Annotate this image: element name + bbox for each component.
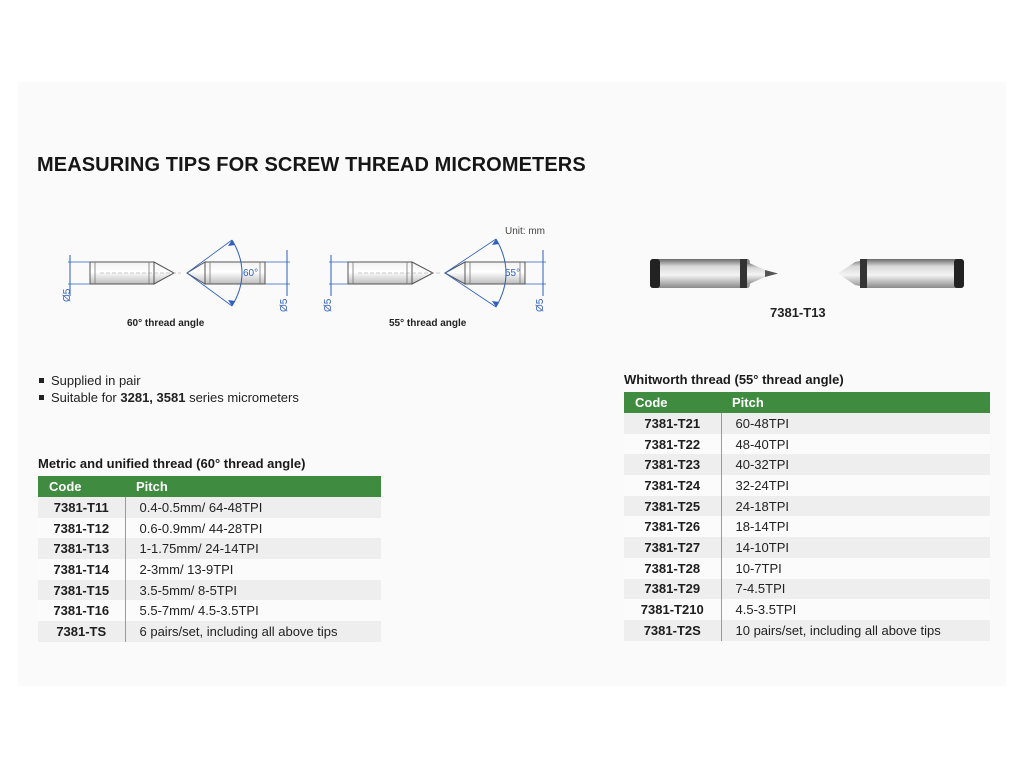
column-header-code: Code [624, 392, 721, 413]
dia-label-60-right: Ø5 [279, 298, 290, 312]
code-cell: 7381-T15 [38, 580, 125, 601]
caption-55: 55° thread angle [389, 318, 467, 329]
angle-label-55: 55° [505, 268, 521, 279]
code-cell: 7381-T210 [624, 599, 721, 620]
tip-pair-photo [650, 259, 964, 288]
metric-table [38, 476, 381, 642]
code-cell: 7381-T21 [624, 413, 721, 434]
whitworth-table-caption: Whitworth thread (55° thread angle) [624, 372, 844, 387]
table-row [624, 558, 990, 579]
pitch-cell: 0.6-0.9mm/ 44-28TPI [125, 518, 381, 539]
pitch-cell: 60-48TPI [721, 413, 990, 434]
pitch-cell: 18-14TPI [721, 516, 990, 537]
table-row [38, 580, 381, 601]
code-cell: 7381-T22 [624, 434, 721, 455]
pitch-cell: 7-4.5TPI [721, 579, 990, 600]
metric-table-caption: Metric and unified thread (60° thread angle) [38, 456, 306, 471]
pitch-cell: 48-40TPI [721, 434, 990, 455]
pitch-cell: 40-32TPI [721, 454, 990, 475]
table-header-row [624, 392, 990, 413]
dia-label-60-left: Ø5 [62, 288, 73, 302]
column-header-pitch: Pitch [721, 392, 990, 413]
pitch-cell: 0.4-0.5mm/ 64-48TPI [125, 497, 381, 518]
table-row [38, 497, 381, 518]
pitch-cell: 32-24TPI [721, 475, 990, 496]
tip-55-vee-drawing [445, 239, 546, 307]
code-cell: 7381-T29 [624, 579, 721, 600]
angle-label-60: 60° [243, 268, 259, 279]
pitch-cell: 6 pairs/set, including all above tips [125, 621, 381, 642]
table-row [624, 620, 990, 641]
whitworth-table [624, 392, 990, 641]
pitch-cell: 5.5-7mm/ 4.5-3.5TPI [125, 600, 381, 621]
code-cell: 7381-T27 [624, 537, 721, 558]
dia-label-55-right: Ø5 [535, 298, 546, 312]
caption-60: 60° thread angle [127, 318, 205, 329]
table-row [624, 496, 990, 517]
pitch-cell: 3.5-5mm/ 8-5TPI [125, 580, 381, 601]
code-cell: 7381-T13 [38, 538, 125, 559]
pitch-cell: 10 pairs/set, including all above tips [721, 620, 990, 641]
pitch-cell: 10-7TPI [721, 558, 990, 579]
tip-55-cone-drawing [329, 255, 440, 296]
pitch-cell: 1-1.75mm/ 24-14TPI [125, 538, 381, 559]
pitch-cell: 2-3mm/ 13-9TPI [125, 559, 381, 580]
code-cell: 7381-T25 [624, 496, 721, 517]
tip-60-vee-drawing [187, 240, 290, 306]
table-row [38, 538, 381, 559]
page-title: MEASURING TIPS FOR SCREW THREAD MICROMETERS [37, 154, 586, 176]
note-suitable: Suitable for 3281, 3581 series micrometers [38, 389, 299, 406]
table-row [38, 600, 381, 621]
code-cell: 7381-TS [38, 621, 125, 642]
notes-list [38, 372, 299, 406]
table-row [38, 621, 381, 642]
code-cell: 7381-T2S [624, 620, 721, 641]
code-cell: 7381-T16 [38, 600, 125, 621]
code-cell: 7381-T26 [624, 516, 721, 537]
pitch-cell: 14-10TPI [721, 537, 990, 558]
table-row [624, 579, 990, 600]
table-header-row [38, 476, 381, 497]
table-row [624, 599, 990, 620]
table-row [624, 516, 990, 537]
pitch-cell: 24-18TPI [721, 496, 990, 517]
table-row [38, 518, 381, 539]
dia-label-55-left: Ø5 [323, 298, 334, 312]
column-header-code: Code [38, 476, 125, 497]
code-cell: 7381-T12 [38, 518, 125, 539]
code-cell: 7381-T14 [38, 559, 125, 580]
tip-60-cone-drawing [68, 255, 181, 296]
table-row [624, 413, 990, 434]
code-cell: 7381-T24 [624, 475, 721, 496]
code-cell: 7381-T23 [624, 454, 721, 475]
table-row [624, 454, 990, 475]
code-cell: 7381-T28 [624, 558, 721, 579]
note-supplied: Supplied in pair [38, 372, 299, 389]
table-row [624, 475, 990, 496]
code-cell: 7381-T11 [38, 497, 125, 518]
table-row [38, 559, 381, 580]
column-header-pitch: Pitch [125, 476, 381, 497]
photo-caption: 7381-T13 [770, 305, 826, 320]
pitch-cell: 4.5-3.5TPI [721, 599, 990, 620]
unit-label: Unit: mm [505, 226, 545, 237]
table-row [624, 434, 990, 455]
table-row [624, 537, 990, 558]
